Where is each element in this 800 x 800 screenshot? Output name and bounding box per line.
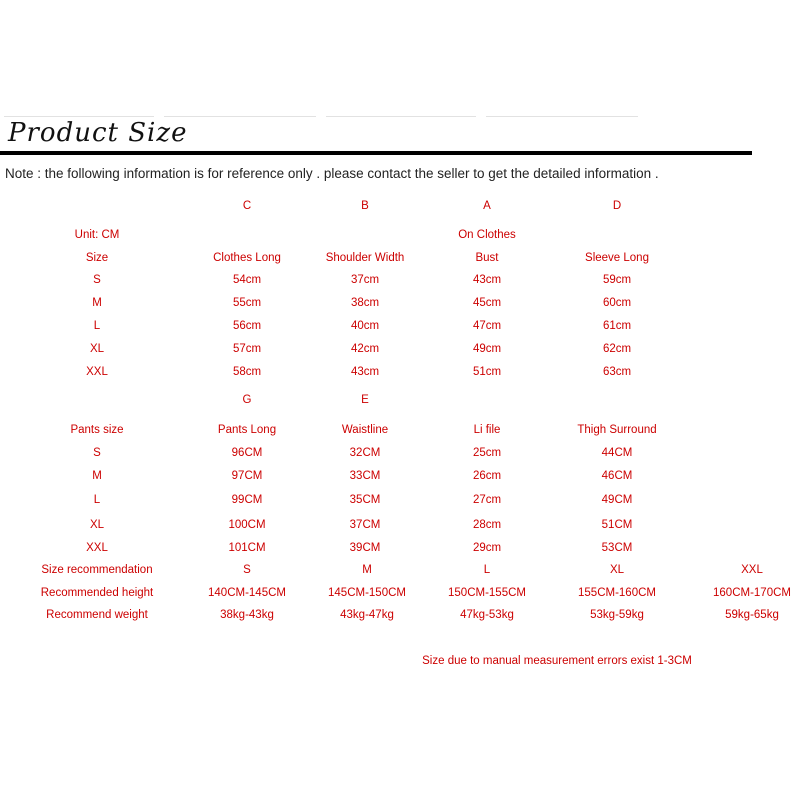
measure-letter-d: D (612, 200, 622, 212)
clothes-table-cell: 40cm (350, 320, 380, 332)
pants-column-header: Pants Long (217, 424, 277, 436)
recommended-height: 150CM-155CM (448, 587, 526, 599)
clothes-table-cell: 63cm (602, 366, 632, 378)
pants-column-header: Pants size (70, 424, 124, 436)
pants-table-cell: 29cm (472, 542, 502, 554)
clothes-table-cell: 55cm (232, 297, 262, 309)
recommended-weight-label: Recommend weight (46, 609, 148, 621)
measure-letter-a: A (483, 200, 491, 212)
clothes-table-cell: 45cm (472, 297, 502, 309)
pants-table-cell: XXL (86, 542, 108, 554)
clothes-table-cell: 57cm (232, 343, 262, 355)
pants-table-cell: 100CM (228, 519, 266, 531)
unit-label: Unit: CM (74, 229, 120, 241)
clothes-table-cell: 43cm (350, 366, 380, 378)
recommended-height: 140CM-145CM (208, 587, 286, 599)
clothes-table-cell: XXL (86, 366, 108, 378)
clothes-table-cell: 62cm (602, 343, 632, 355)
clothes-table-cell: 59cm (602, 274, 632, 286)
clothes-table-cell: 43cm (472, 274, 502, 286)
page-title: Product Size (8, 118, 188, 148)
measure-letter-e: E (361, 394, 369, 406)
recommended-height: 155CM-160CM (578, 587, 656, 599)
recommended-height-label: Recommended height (40, 587, 154, 599)
clothes-table-cell: 56cm (232, 320, 262, 332)
clothes-table-cell: L (93, 320, 101, 332)
pants-table-cell: 53CM (601, 542, 633, 554)
title-underline (0, 151, 752, 155)
pants-column-header: Thigh Surround (577, 424, 657, 436)
reference-note: Note : the following information is for reference only . please contact the seller to get the detailed information . (5, 166, 659, 181)
on-clothes-label: On Clothes (458, 229, 516, 241)
recommended-height: 160CM-170CM (713, 587, 791, 599)
pants-table-cell: 32CM (349, 447, 381, 459)
top-divider-4 (486, 116, 638, 117)
recommended-size: L (483, 564, 491, 576)
measurement-footnote: Size due to manual measurement errors exist 1-3CM (422, 655, 692, 667)
clothes-table-cell: M (92, 297, 102, 309)
pants-table-cell: XL (89, 519, 105, 531)
pants-table-cell: 46CM (601, 470, 633, 482)
recommended-size: XXL (741, 564, 763, 576)
pants-table-cell: 37CM (349, 519, 381, 531)
recommended-weight: 53kg-59kg (590, 609, 644, 621)
pants-table-cell: 25cm (472, 447, 502, 459)
measure-letter-c: C (242, 200, 252, 212)
pants-table-cell: L (93, 494, 101, 506)
pants-table-cell: M (92, 470, 102, 482)
clothes-table-cell: 51cm (472, 366, 502, 378)
pants-table-cell: 27cm (472, 494, 502, 506)
pants-table-cell: 51CM (601, 519, 633, 531)
clothes-column-header: Shoulder Width (325, 252, 405, 264)
pants-table-cell: 35CM (349, 494, 381, 506)
pants-column-header: Waistline (341, 424, 389, 436)
pants-table-cell: 97CM (231, 470, 263, 482)
size-recommendation-label: Size recommendation (41, 564, 153, 576)
top-divider-1 (4, 116, 154, 117)
clothes-table-cell: 54cm (232, 274, 262, 286)
recommended-weight: 47kg-53kg (460, 609, 514, 621)
clothes-table-cell: 47cm (472, 320, 502, 332)
clothes-table-cell: 61cm (602, 320, 632, 332)
pants-table-cell: 99CM (231, 494, 263, 506)
pants-table-cell: 101CM (228, 542, 266, 554)
pants-table-cell: 33CM (349, 470, 381, 482)
measure-letter-g: G (242, 394, 252, 406)
clothes-table-cell: 49cm (472, 343, 502, 355)
recommended-weight: 43kg-47kg (340, 609, 394, 621)
recommended-size: S (243, 564, 251, 576)
clothes-table-cell: 60cm (602, 297, 632, 309)
clothes-column-header: Bust (475, 252, 499, 264)
clothes-table-cell: XL (89, 343, 105, 355)
clothes-column-header: Sleeve Long (585, 252, 649, 264)
pants-table-cell: 26cm (472, 470, 502, 482)
clothes-column-header: Size (85, 252, 109, 264)
measure-letter-b: B (361, 200, 369, 212)
clothes-table-cell: 38cm (350, 297, 380, 309)
pants-table-cell: 44CM (601, 447, 633, 459)
pants-column-header: Li file (473, 424, 501, 436)
top-divider-2 (164, 116, 316, 117)
recommended-size: M (362, 564, 372, 576)
pants-table-cell: S (93, 447, 101, 459)
clothes-table-cell: 42cm (350, 343, 380, 355)
clothes-table-cell: S (93, 274, 101, 286)
pants-table-cell: 49CM (601, 494, 633, 506)
clothes-column-header: Clothes Long (213, 252, 281, 264)
top-divider-3 (326, 116, 476, 117)
recommended-weight: 59kg-65kg (725, 609, 779, 621)
pants-table-cell: 28cm (472, 519, 502, 531)
recommended-height: 145CM-150CM (328, 587, 406, 599)
pants-table-cell: 39CM (349, 542, 381, 554)
clothes-table-cell: 37cm (350, 274, 380, 286)
pants-table-cell: 96CM (231, 447, 263, 459)
recommended-weight: 38kg-43kg (220, 609, 274, 621)
recommended-size: XL (609, 564, 625, 576)
clothes-table-cell: 58cm (232, 366, 262, 378)
